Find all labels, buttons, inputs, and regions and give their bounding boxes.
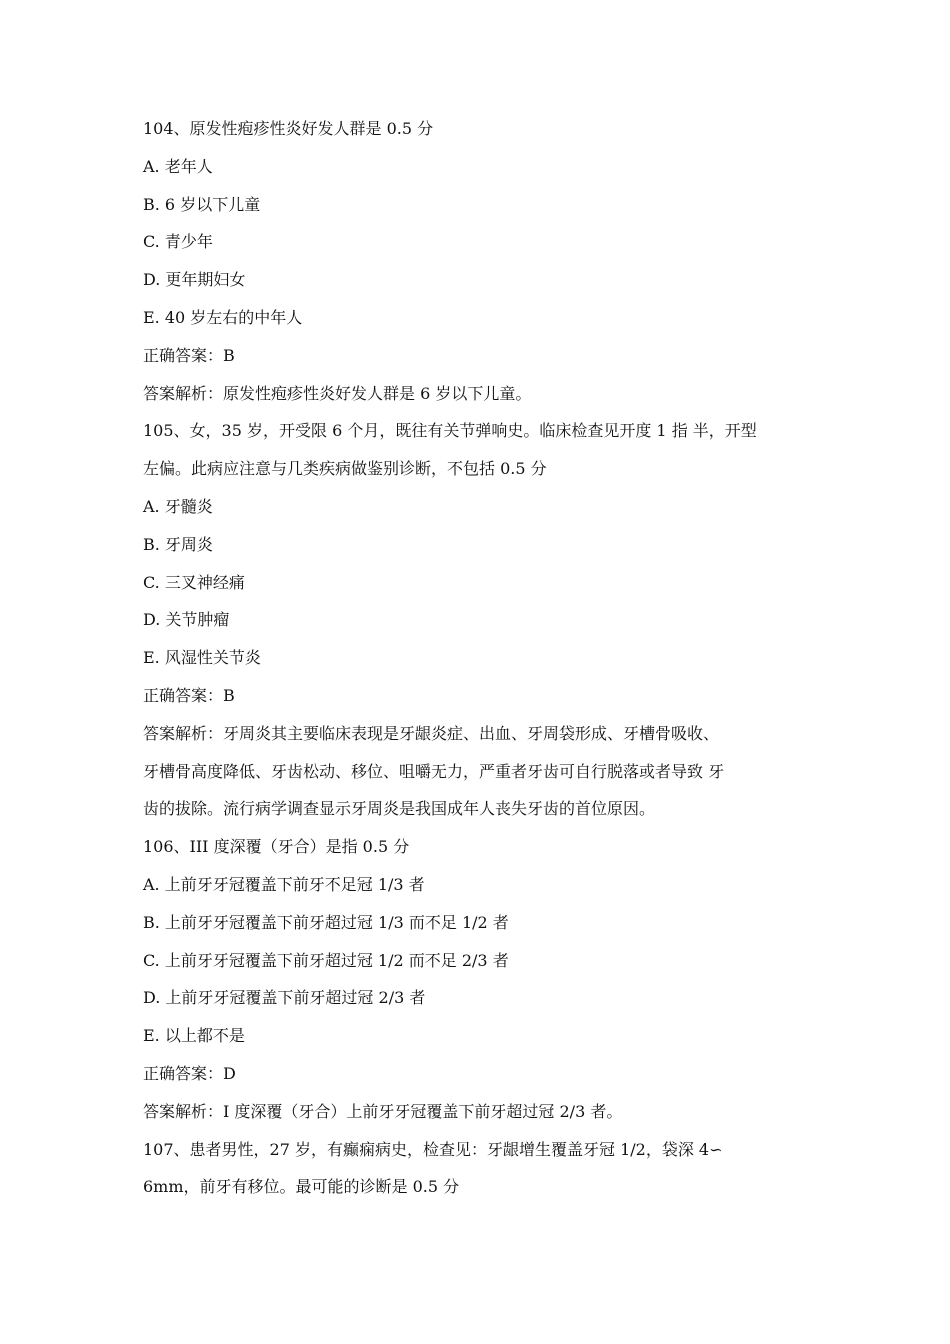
question-105-option-c: C. 三叉神经痛 [143,572,245,592]
question-106-option-d: D. 上前牙牙冠覆盖下前牙超过冠 2/3 者 [143,988,426,1008]
question-104-option-a: A. 老年人 [143,156,213,176]
question-105-answer: 正确答案：B [143,685,235,705]
question-106-option-a: A. 上前牙牙冠覆盖下前牙不足冠 1/3 者 [143,874,425,894]
question-106-option-c: C. 上前牙牙冠覆盖下前牙超过冠 1/2 而不足 2/3 者 [143,950,509,970]
question-105-option-d: D. 关节肿瘤 [143,610,230,630]
question-105-analysis-line-1: 答案解析：牙周炎其主要临床表现是牙龈炎症、出血、牙周袋形成、牙槽骨吸收、 [143,723,720,743]
question-104-option-b: B. 6 岁以下儿童 [143,194,261,214]
question-105-option-e: E. 风湿性关节炎 [143,648,261,668]
question-105-option-a: A. 牙髓炎 [143,496,213,516]
question-106-answer: 正确答案：D [143,1063,236,1083]
question-104-option-e: E. 40 岁左右的中年人 [143,307,303,327]
question-104-option-d: D. 更年期妇女 [143,270,246,290]
question-105-stem-line-1: 105、女，35 岁，开受限 6 个月，既往有关节弹响史。临床检查见开度 1 指 半，开型 [143,421,757,441]
question-106-option-e: E. 以上都不是 [143,1026,245,1046]
question-107-stem-line-2: 6mm，前牙有移位。最可能的诊断是 0.5 分 [143,1177,460,1197]
question-105-stem-line-2: 左偏。此病应注意与几类疾病做鉴别诊断，不包括 0.5 分 [143,459,547,479]
question-106-analysis: 答案解析：I 度深覆（牙合）上前牙牙冠覆盖下前牙超过冠 2/3 者。 [143,1101,623,1121]
question-106-option-b: B. 上前牙牙冠覆盖下前牙超过冠 1/3 而不足 1/2 者 [143,912,509,932]
question-105-analysis-line-2: 牙槽骨高度降低、牙齿松动、移位、咀嚼无力，严重者牙齿可自行脱落或者导致 牙 [143,761,725,781]
question-104-analysis: 答案解析：原发性疱疹性炎好发人群是 6 岁以下儿童。 [143,383,532,403]
exam-page [143,110,823,1206]
question-104-answer: 正确答案：B [143,345,235,365]
question-104-stem: 104、原发性疱疹性炎好发人群是 0.5 分 [143,119,434,138]
question-107-stem-line-1: 107、患者男性，27 岁，有癫痫病史，检查见：牙龈增生覆盖牙冠 1/2，袋深 4∽ [143,1139,723,1159]
question-105-option-b: B. 牙周炎 [143,534,213,554]
question-104-option-c: C. 青少年 [143,232,213,252]
question-106-stem: 106、III 度深覆（牙合）是指 0.5 分 [143,837,410,857]
question-105-analysis-line-3: 齿的拔除。流行病学调查显示牙周炎是我国成年人丧失牙齿的首位原因。 [143,799,656,819]
